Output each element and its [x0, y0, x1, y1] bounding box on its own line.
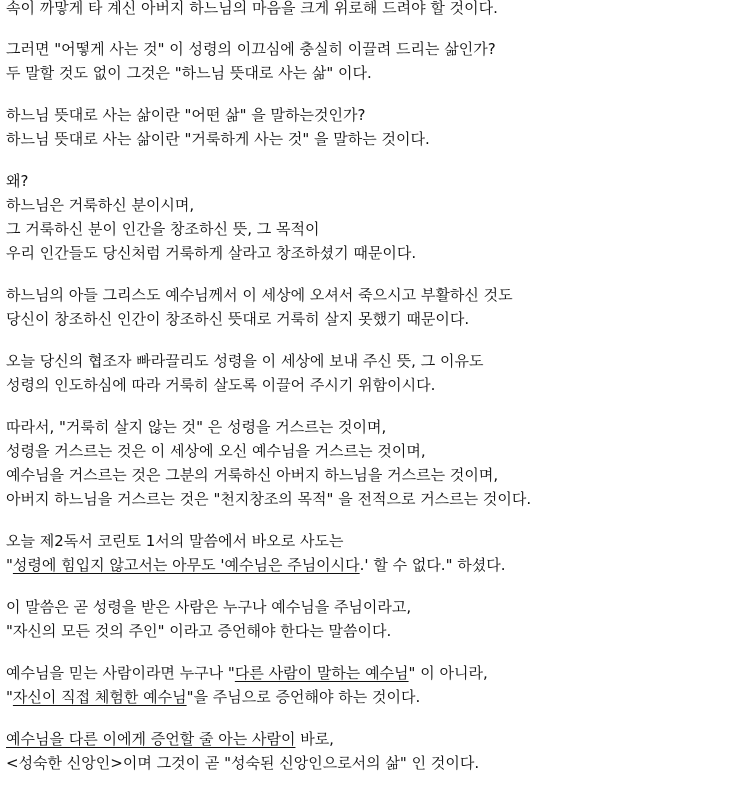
text-line: 하느님의 아들 그리스도 예수님께서 이 세상에 오셔서 죽으시고 부활하신 것도 [6, 286, 513, 304]
text-line: 당신이 창조하신 인간이 창조하신 뜻대로 거룩히 살지 못했기 때문이다. [6, 310, 470, 328]
text-line: "자신의 모든 것의 주인" 이라고 증언해야 한다는 말씀이다. [6, 622, 392, 640]
text-segment: 예수님을 믿는 사람이라면 누구나 " [6, 664, 235, 682]
text-line [6, 686, 420, 708]
text-line: <성숙한 신앙인>이며 그것이 곧 "성숙된 신앙인으로서의 삶" 인 것이다. [6, 754, 480, 772]
underlined-phrase: 예수님을 다른 이에게 증언할 줄 아는 사람이 [6, 730, 296, 748]
text-segment: "을 주님으로 증언해야 하는 것이다. [186, 688, 421, 706]
text-line [6, 728, 334, 750]
underlined-quote: 성령에 힘입지 않고서는 아무도 '예수님은 주님이시다 [12, 556, 360, 574]
text-line: 하느님 뜻대로 사는 삶이란 "거룩하게 사는 것" 을 말하는 것이다. [6, 130, 430, 148]
text-line: 아버지 하느님을 거스르는 것은 "천지창조의 목적" 을 전적으로 거스르는 것이다. [6, 490, 532, 508]
text-line: 두 말할 것도 없이 그것은 "하느님 뜻대로 사는 삶" 이다. [6, 64, 372, 82]
text-line: 그러면 "어떻게 사는 것" 이 성령의 이끄심에 충실히 이끌려 드리는 삶인가? [6, 40, 496, 58]
text-line: 우리 인간들도 당신처럼 거룩하게 살라고 창조하셨기 때문이다. [6, 244, 417, 262]
text-segment: .' 할 수 없다." 하셨다. [359, 556, 506, 574]
text-line: 하느님 뜻대로 사는 삶이란 "어떤 삶" 을 말하는것인가? [6, 106, 366, 124]
text-line: 속이 까맣게 타 계신 아버지 하느님의 마음을 크게 위로해 드려야 할 것이다. [6, 0, 498, 17]
text-line: 성령의 인도하심에 따라 거룩히 살도록 이끌어 주시기 위함이시다. [6, 376, 436, 394]
text-line: 성령을 거스르는 것은 이 세상에 오신 예수님을 거스르는 것이며, [6, 442, 426, 460]
quote-line [6, 554, 506, 576]
text-line: 오늘 당신의 협조자 빠라끌리도 성령을 이 세상에 보내 주신 뜻, 그 이유도 [6, 352, 484, 370]
text-line: 왜? [6, 172, 29, 190]
text-line: 오늘 제2독서 코린토 1서의 말씀에서 바오로 사도는 [6, 532, 344, 550]
text-segment: " [6, 556, 13, 574]
text-segment: " [6, 688, 13, 706]
text-line: 그 거룩하신 분이 인간을 창조하신 뜻, 그 목적이 [6, 220, 320, 238]
text-line: 이 말씀은 곧 성령을 받은 사람은 누구나 예수님을 주님이라고, [6, 598, 412, 616]
text-line: 예수님을 거스르는 것은 그분의 거룩하신 아버지 하느님을 거스르는 것이며, [6, 466, 499, 484]
underlined-phrase: 다른 사람이 말하는 예수님 [234, 664, 409, 682]
text-line: 하느님은 거룩하신 분이시며, [6, 196, 195, 214]
text-line [6, 662, 488, 684]
underlined-phrase: 자신이 직접 체험한 예수님 [12, 688, 187, 706]
text-segment: " 이 아니라, [408, 664, 488, 682]
text-segment: 바로, [295, 730, 334, 748]
text-line: 따라서, "거룩히 살지 않는 것" 은 성령을 거스르는 것이며, [6, 418, 387, 436]
